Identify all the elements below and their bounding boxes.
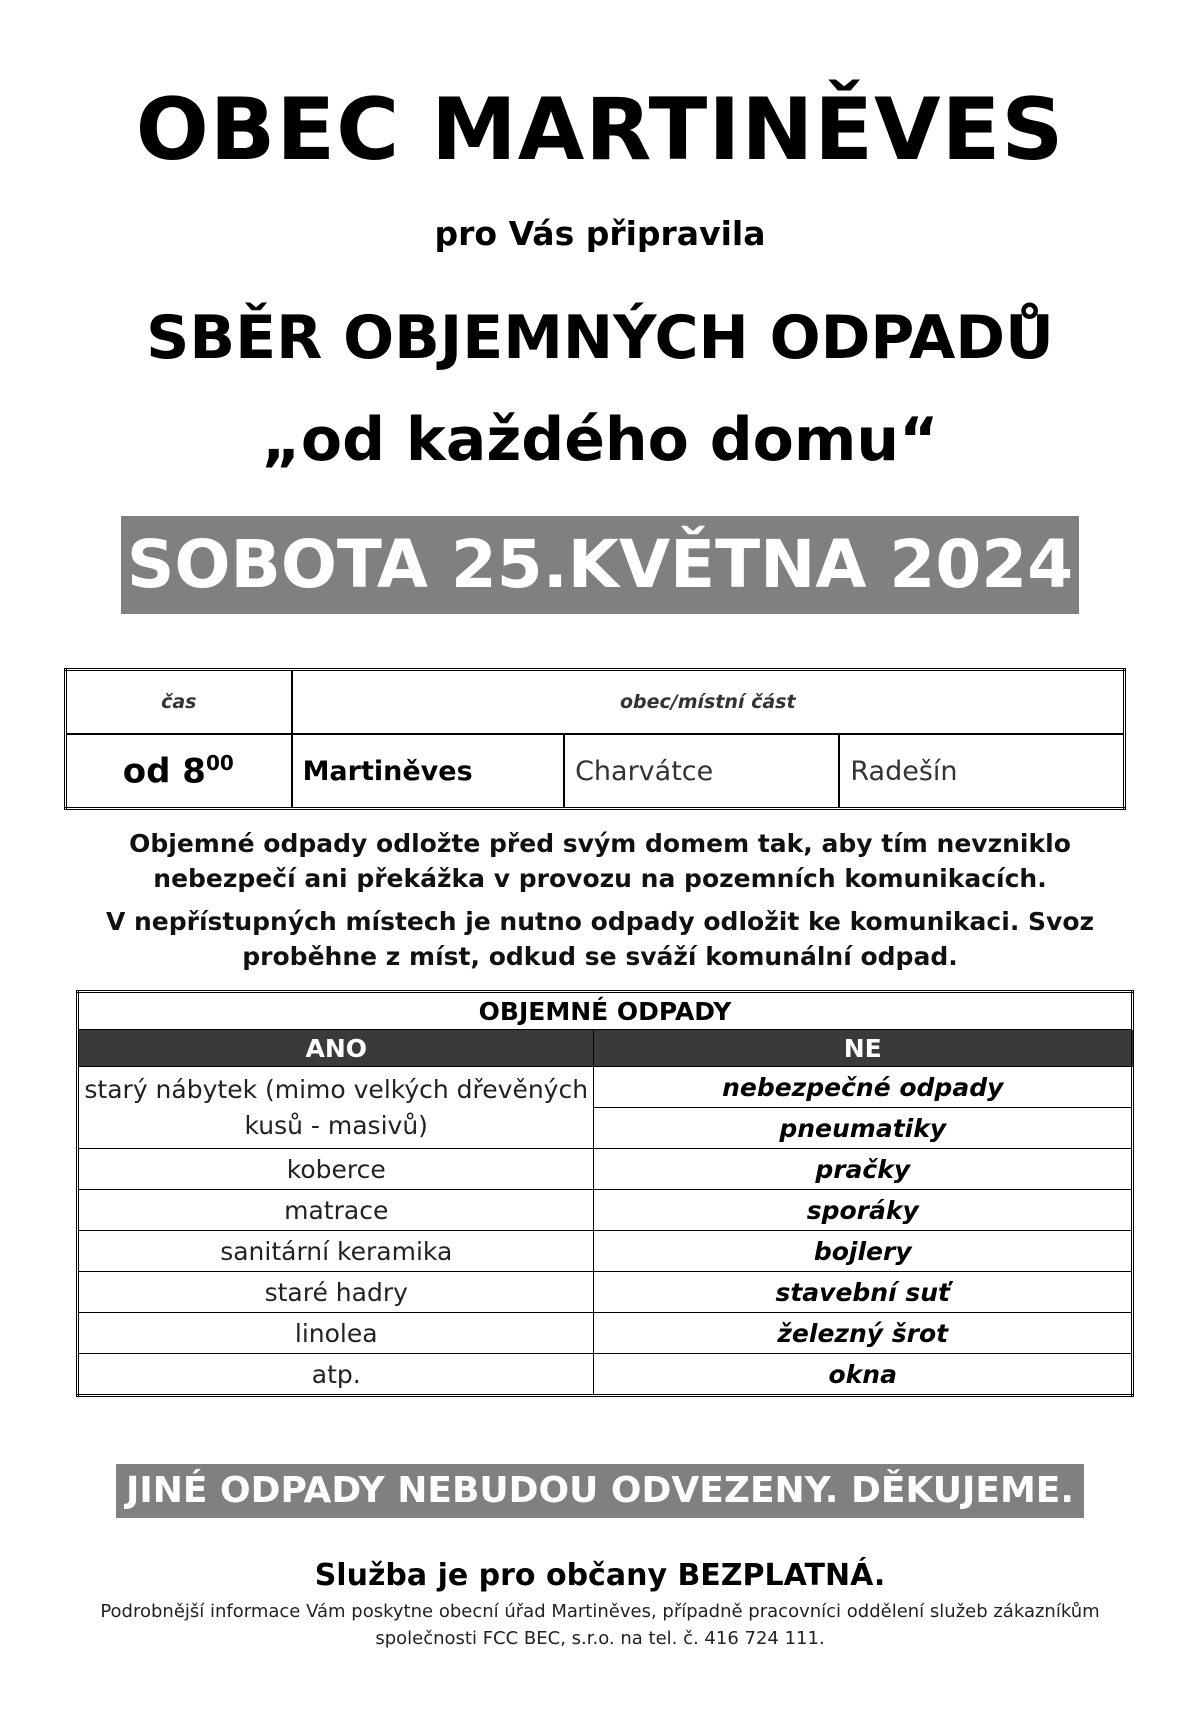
waste-table bbox=[76, 990, 1134, 1397]
no-item: stavební suť bbox=[594, 1272, 1133, 1313]
yes-item: matrace bbox=[78, 1190, 594, 1231]
waste-table-header-row bbox=[78, 1030, 1133, 1067]
yes-item: staré hadry bbox=[78, 1272, 594, 1313]
instruction-paragraph-1: Objemné odpady odložte před svým domem tak, aby tím nevzniklo nebezpečí ani překážka v provozu na pozemních komunikacích. bbox=[129, 829, 1071, 893]
yes-header: ANO bbox=[78, 1030, 594, 1067]
contact-info: Podrobnější informace Vám poskytne obecní úřad Martiněves, případně pracovníci oddělení služeb zákazníkům společnosti FCC BEC, s.r.o. na tel. č. 416 724 111. bbox=[100, 1601, 1100, 1649]
no-item: pračky bbox=[594, 1149, 1133, 1190]
date-banner-wrap bbox=[0, 516, 1200, 614]
no-item: okna bbox=[594, 1354, 1133, 1396]
no-item: bojlery bbox=[594, 1231, 1133, 1272]
table-row bbox=[78, 1354, 1133, 1396]
place-column-header: obec/místní část bbox=[292, 670, 1125, 735]
waste-table-caption-row bbox=[78, 992, 1133, 1030]
place-charvatce: Charvátce bbox=[564, 734, 839, 809]
warning-wrap bbox=[0, 1464, 1200, 1518]
warning-banner: JINÉ ODPADY NEBUDOU ODVEZENY. DĚKUJEME. bbox=[116, 1464, 1084, 1518]
yes-item: sanitární keramika bbox=[78, 1231, 594, 1272]
schedule-header-row bbox=[66, 670, 1125, 735]
table-row bbox=[78, 1190, 1133, 1231]
subtitle: pro Vás připravila bbox=[434, 214, 766, 253]
page-title: OBEC MARTINĚVES bbox=[135, 80, 1065, 180]
place-radesin: Radešín bbox=[839, 734, 1124, 809]
yes-item: atp. bbox=[78, 1354, 594, 1396]
headline-quote: „od každého domu“ bbox=[261, 405, 939, 475]
no-item: železný šrot bbox=[594, 1313, 1133, 1354]
table-row bbox=[78, 1272, 1133, 1313]
yes-item: linolea bbox=[78, 1313, 594, 1354]
table-row bbox=[78, 1231, 1133, 1272]
place-martineves: Martiněves bbox=[292, 734, 565, 809]
date-banner: SOBOTA 25.KVĚTNA 2024 bbox=[121, 516, 1079, 614]
time-column-header: čas bbox=[66, 670, 292, 735]
no-item: sporáky bbox=[594, 1190, 1133, 1231]
yes-item: koberce bbox=[78, 1149, 594, 1190]
no-item: pneumatiky bbox=[594, 1108, 1133, 1149]
no-header: NE bbox=[594, 1030, 1133, 1067]
free-service-notice: Služba je pro občany BEZPLATNÁ. bbox=[314, 1558, 886, 1593]
waste-table-caption: OBJEMNÉ ODPADY bbox=[78, 992, 1133, 1030]
no-item: nebezpečné odpady bbox=[594, 1067, 1133, 1108]
instruction-paragraph-2: V nepřístupných místech je nutno odpady odložit ke komunikaci. Svoz proběhne z míst, odkud se sváží komunální odpad. bbox=[105, 907, 1095, 971]
start-time: od $8^{00}$ bbox=[66, 734, 292, 809]
schedule-table bbox=[64, 668, 1126, 810]
yes-item: starý nábytek (mimo velkých dřevěných kusů - masivů) bbox=[78, 1067, 594, 1149]
headline: SBĚR OBJEMNÝCH ODPADŮ bbox=[146, 303, 1054, 373]
table-row bbox=[78, 1313, 1133, 1354]
table-row bbox=[78, 1067, 1133, 1108]
schedule-row bbox=[66, 734, 1125, 809]
table-row bbox=[78, 1149, 1133, 1190]
